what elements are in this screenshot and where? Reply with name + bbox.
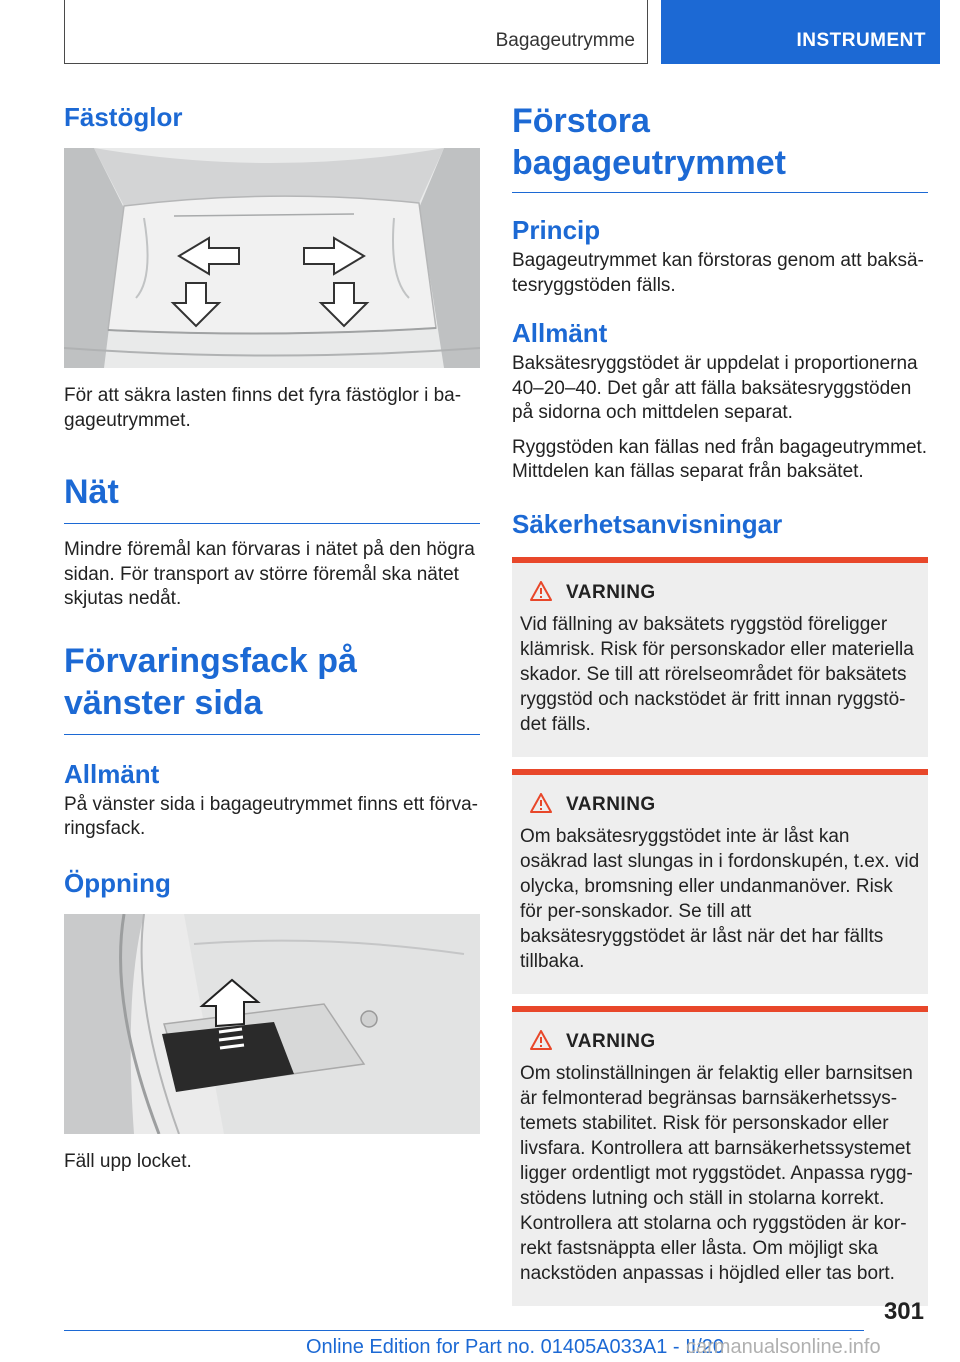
warning-box-1: [512, 557, 928, 757]
header-chapter-tab: [661, 0, 940, 64]
heading-nat: Nät: [64, 471, 480, 524]
header-chapter-title: INSTRUMENT: [796, 30, 926, 51]
heading-fastoglor: Fästöglor: [64, 102, 183, 132]
warning-text-1: Vid fällning av baksätets ryggstöd föreligger klämrisk. Risk för personskador eller materiella skador. Se till att rörelseområdet för baksätets ryggstöd och nackstödet är fritt innan ryggstö-det fälls.: [520, 613, 914, 735]
warning-label-3: VARNING: [566, 1031, 656, 1052]
warning-triangle-icon: [530, 793, 552, 818]
warning-box-2: [512, 769, 928, 994]
header-section-title: Bagageutrymme: [495, 30, 635, 51]
text-allmant-right-2: Ryggstöden kan fällas ned från bagageutrymmet. Mittdelen kan fällas separat från baksätet.: [512, 436, 928, 482]
page-number: 301: [883, 1298, 924, 1325]
heading-allmant-right: Allmänt: [512, 318, 608, 348]
warning-triangle-icon: [530, 581, 552, 606]
heading-allmant-left: Allmänt: [64, 758, 160, 789]
heading-forvaringsfack: Förvaringsfack på vänster sida: [64, 640, 480, 735]
heading-oppning: Öppning: [64, 867, 171, 898]
text-allmant-left: På vänster sida i bagageutrymmet finns ett förva-ringsfack.: [64, 793, 478, 839]
text-allmant-right-1: Baksätesryggstödet är uppdelat i proportionerna 40–20–40. Det går att fälla baksätesryggstöden på sidorna och mittdelen separat.: [512, 353, 918, 423]
heading-sakerhetsanvisningar: Säkerhetsanvisningar: [512, 508, 783, 539]
text-princip: Bagageutrymmet kan förstoras genom att baksä-tesryggstöden fälls.: [512, 250, 924, 296]
text-nat: Mindre föremål kan förvaras i nätet på den högra sidan. För transport av större föremål ska nätet skjutas nedåt.: [64, 539, 475, 609]
trunk-illustration: [64, 148, 480, 368]
warning-box-3: [512, 1006, 928, 1306]
compartment-illustration: [64, 914, 480, 1134]
footer-watermark: carmanualsonline.info: [686, 1336, 881, 1358]
footer-rule: [64, 1330, 864, 1331]
warning-label-2: VARNING: [566, 794, 656, 815]
warning-text-2: Om baksätesryggstödet inte är låst kan osäkrad last slungas in i fordonskupén, t.ex. vid olycka, bromsning eller undanmanöver. Risk för per-sonskador. Se till att baksätesryggstödet är låst när det har fällts tillbaka.: [520, 825, 920, 972]
text-oppning: Fäll upp locket.: [64, 1150, 192, 1172]
warning-triangle-icon: [530, 1030, 552, 1055]
left-column: [64, 100, 480, 1174]
footer-edition: Online Edition for Part no. 01405A033A1 - II/20: [306, 1336, 725, 1358]
text-fastoglor: För att säkra lasten finns det fyra fästöglor i ba-gageutrymmet.: [64, 385, 462, 431]
heading-princip: Princip: [512, 215, 601, 245]
heading-forstora-bagageutrymmet: Förstora bagageutrymmet: [512, 100, 928, 193]
warning-label-1: VARNING: [566, 582, 656, 603]
header-section-tab: [64, 0, 648, 64]
illustration-trunk-tie-downs: [64, 148, 480, 368]
illustration-storage-compartment: [64, 914, 480, 1134]
right-column: [512, 100, 928, 1306]
warning-text-3: Om stolinställningen är felaktig eller barnsitsen är felmonterad begränsas barnsäkerhetssys-temets stabilitet. Risk för personskador eller livsfara. Kontrollera att barnsäkerhetssystemet ligger ordentligt mot ryggstödet. Anpassa rygg-stödens lutning och ställ in stolarna korrekt. Kontrollera att stolarna och ryggstöden är kor-rekt fastsnäppta eller låsta. Om möjligt ska nackstöden anpassas i höjdled eller tas bort.: [520, 1062, 913, 1284]
